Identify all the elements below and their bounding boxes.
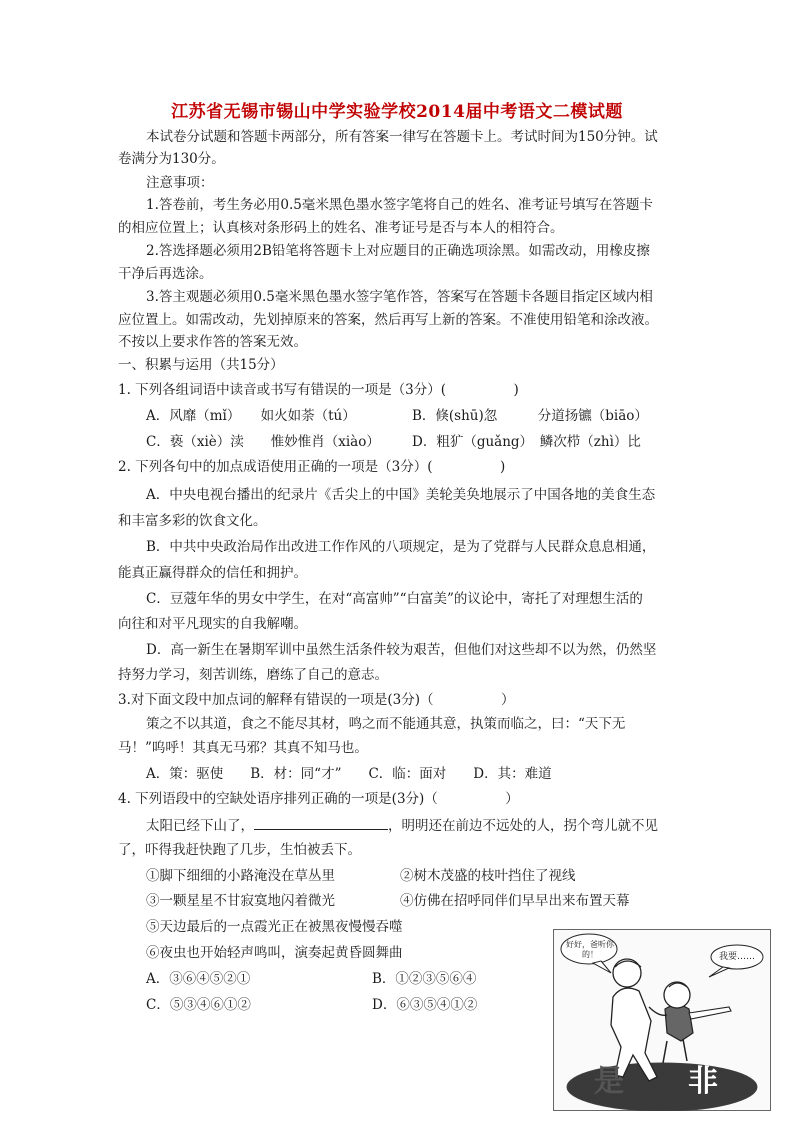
note-2-line-1: 2.答选择题必须用2B铅笔将答题卡上对应题目的正确选项涂黑。如需改动，用橡皮擦 xyxy=(146,243,650,259)
q1-option-b: B．倏(shū)忽 分道扬镳（biāo） xyxy=(412,408,648,424)
note-3-line-2: 应位置上。如需改动，先划掉原来的答案，然后再写上新的答案。不准使用铅笔和涂改液。 xyxy=(118,312,658,328)
q1-stem: 1. 下列各组词语中读音或书写有错误的一项是（3分）( ) xyxy=(118,382,519,398)
q1-option-c: C．亵（xiè）渎 惟妙惟肖（xiào） xyxy=(146,434,380,450)
note-1-line-2: 的相应位置上；认真核对条形码上的姓名、准考证号是否与本人的相符合。 xyxy=(118,220,564,236)
q2-option-d-line-2: 持努力学习，刻苦训练，磨练了自己的意志。 xyxy=(118,667,388,683)
q4-sentence-3: ③一颗星星不甘寂寞地闪着微光 xyxy=(146,893,335,909)
q2-option-d-line-1: D．高一新生在暑期军训中虽然生活条件较为艰苦，但他们对这些却不以为然，仍然坚 xyxy=(146,642,657,658)
q2-option-a-line-2: 和丰富多彩的饮食文化。 xyxy=(118,513,267,529)
q2-option-c-line-2: 向往和对平凡现实的自我解嘲。 xyxy=(118,616,307,632)
q2-option-a-line-1: A．中央电视台播出的纪录片《舌尖上的中国》美轮美奂地展示了中国各地的美食生态 xyxy=(146,487,656,503)
q3-stem: 3.对下面文段中加点词的解释有错误的一项是(3分)（ ） xyxy=(118,692,515,708)
q4-sentence-4: ④仿佛在招呼同伴们早早出来布置天幕 xyxy=(400,893,630,909)
q4-option-b: B．①②③⑤⑥④ xyxy=(372,971,477,987)
q4-sentence-2: ②树木茂盛的枝叶挡住了视线 xyxy=(400,868,576,884)
q3-passage-line-2: 马！”呜呼！其真无马邪？其真不知马也。 xyxy=(118,740,368,756)
cartoon-bubble-left: 好好，爸听你的！ xyxy=(566,940,614,959)
q3-passage-line-1: 策之不以其道，食之不能尽其材，鸣之而不能通其意，执策而临之，曰：“天下无 xyxy=(146,716,626,732)
q4-stem: 4. 下列语段中的空缺处语序排列正确的一项是(3分)（ ） xyxy=(118,791,519,807)
cartoon-word-left: 是 xyxy=(594,1064,624,1099)
section-1-heading: 一、积累与运用（共15分） xyxy=(118,357,284,373)
fill-blank-line xyxy=(254,815,388,830)
note-2-line-2: 干净后再选涂。 xyxy=(118,266,213,282)
exam-title: 江苏省无锡市锡山中学实验学校2014届中考语文二模试题 xyxy=(171,102,623,122)
q4-option-d: D．⑥③⑤④①② xyxy=(372,997,478,1013)
note-3-line-1: 3.答主观题必须用0.5毫米黑色墨水签字笔作答，答案写在答题卡各题目指定区域内相 xyxy=(146,289,653,305)
q2-option-b-line-2: 能真正赢得群众的信任和拥护。 xyxy=(118,565,307,581)
q4-passage-line-1 xyxy=(146,815,658,836)
q4-sentence-6: ⑥夜虫也开始轻声鸣叫，演奏起黄昏圆舞曲 xyxy=(146,945,403,961)
q1-option-d: D．粗犷（guǎng） 鳞次栉（zhì）比 xyxy=(412,434,641,450)
note-1-line-1: 1.答卷前，考生务必用0.5毫米黑色墨水签字笔将自己的姓名、准考证号填写在答题卡 xyxy=(146,197,653,213)
q1-option-a: A．风靡（mǐ） 如火如荼（tú） xyxy=(146,408,356,424)
cartoon-bubble-right: 我要…… xyxy=(718,952,755,962)
q3-options: A．策：驱使 B．材：同“才” C．临：面对 D．其：难道 xyxy=(146,766,552,782)
intro-line-2: 卷满分为130分。 xyxy=(118,151,225,167)
note-3-line-3: 不按以上要求作答的答案无效。 xyxy=(118,334,307,350)
q2-stem: 2. 下列各句中的加点成语使用正确的一项是（3分）( ) xyxy=(118,459,506,475)
q4-passage-start: 太阳已经下山了， xyxy=(146,818,254,834)
q4-sentence-1: ①脚下细细的小路淹没在草丛里 xyxy=(146,868,335,884)
cartoon-word-right: 非 xyxy=(688,1064,718,1099)
intro-line-1: 本试卷分试题和答题卡两部分，所有答案一律写在答题卡上。考试时间为150分钟。试 xyxy=(146,129,658,145)
q4-passage-end: ，明明还在前边不远处的人，拐个弯儿就不见 xyxy=(388,818,658,834)
q4-sentence-5: ⑤天边最后的一点霞光正在被黑夜慢慢吞噬 xyxy=(146,919,403,935)
q4-option-a: A．③⑥④⑤②① xyxy=(146,971,251,987)
q2-option-c-line-1: C．豆蔻年华的男女中学生，在对“高富帅”“白富美”的议论中，寄托了对理想生活的 xyxy=(146,591,643,607)
q2-option-b-line-1: B．中共中央政治局作出改进工作作风的八项规定，是为了党群与人民群众息息相通， xyxy=(146,539,656,555)
q4-option-c: C．⑤③④⑥①② xyxy=(146,997,251,1013)
notes-heading: 注意事项： xyxy=(146,175,214,191)
q4-passage-line-2: 了，吓得我赶快跑了几步，生怕被丢下。 xyxy=(118,842,361,858)
